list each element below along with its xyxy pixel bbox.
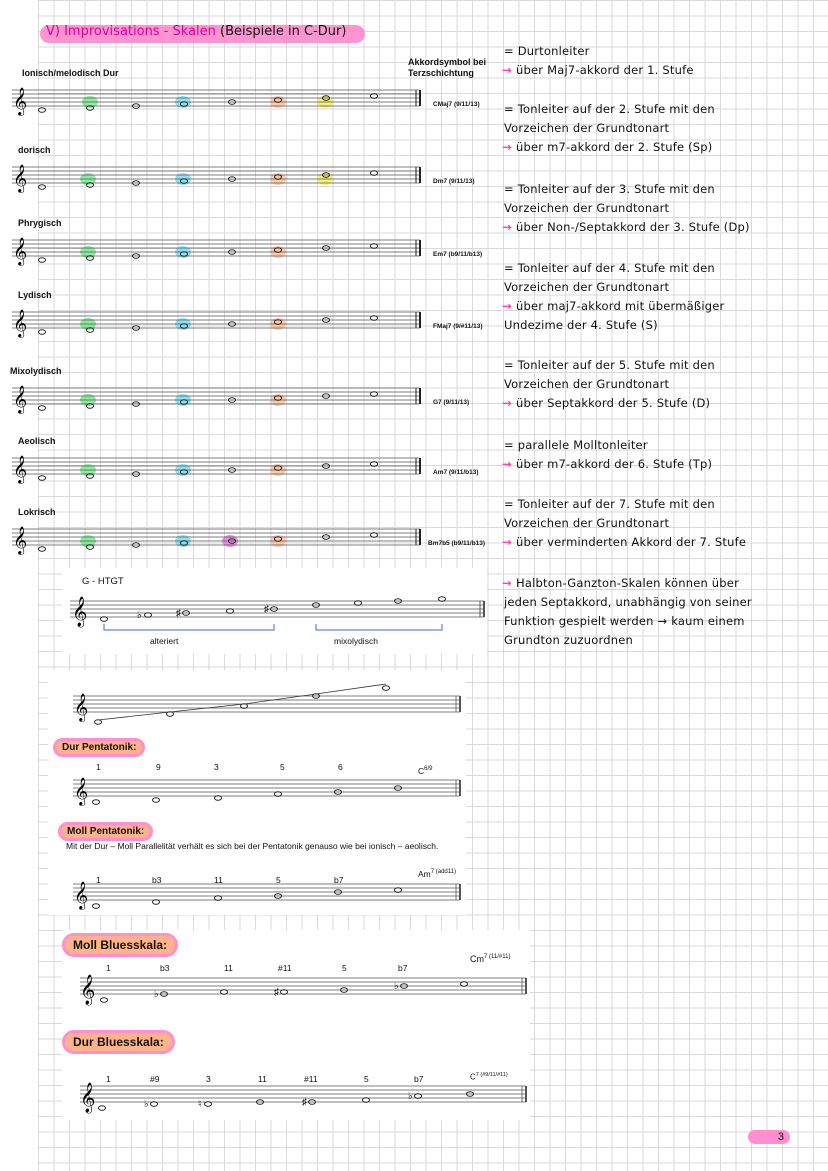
note-line: = parallele Molltonleiter <box>504 438 648 452</box>
dur-pentatonik-staff <box>48 774 466 814</box>
scale-name: Ionisch/melodisch Dur <box>22 68 119 78</box>
arrow-icon: → <box>502 576 517 590</box>
page-title <box>46 24 346 39</box>
note-line: → über Septakkord der 5. Stufe (D) <box>502 396 711 410</box>
note-head <box>39 547 46 552</box>
note-line: = Tonleiter auf der 2. Stufe mit den <box>504 102 715 116</box>
note-head <box>39 185 46 190</box>
moll-blues-chord: $Cm^{7 (11/\#11)}$ <box>470 954 511 964</box>
treble-clef: 𝄞 <box>13 309 28 337</box>
scale-degree: 5 <box>364 1074 369 1084</box>
htgt-staff <box>62 568 487 654</box>
note-line: Grundton zuzuordnen <box>504 633 633 647</box>
note-line: Vorzeichen der Grundtonart <box>504 121 670 135</box>
note-line: Vorzeichen der Grundtonart <box>504 377 670 391</box>
moll-pentatonik-text: Mit der Dur – Moll Parallelität verhält es sich bei der Pentatonik genauso wie bei ionisch – aeolisch. <box>66 841 439 851</box>
moll-blues-label: Moll Bluesskala: <box>62 933 178 957</box>
svg-text:♯: ♯ <box>274 987 279 998</box>
moll-pentatonik-label: Moll Pentatonik: <box>58 822 153 841</box>
dur-blues-label: Dur Bluesskala: <box>62 1030 175 1054</box>
scale-name: Phrygisch <box>18 218 62 228</box>
note-line: → Halbton-Ganzton-Skalen können über <box>502 576 739 590</box>
dur-pentatonik-label: Dur Pentatonik: <box>53 738 145 757</box>
scale-degree: #9 <box>150 1074 160 1084</box>
dur-blues-staff <box>62 1080 530 1124</box>
note-head <box>39 330 46 335</box>
svg-text:𝄞: 𝄞 <box>74 777 89 805</box>
svg-text:𝄞: 𝄞 <box>80 975 96 1005</box>
note-head <box>39 108 46 113</box>
svg-text:𝄞: 𝄞 <box>80 1083 96 1113</box>
treble-clef: 𝄞 <box>13 87 28 115</box>
note-line: = Tonleiter auf der 4. Stufe mit den <box>504 261 715 275</box>
note-line: Vorzeichen der Grundtonart <box>504 516 670 530</box>
scale-name: dorisch <box>18 145 51 155</box>
svg-text:♮: ♮ <box>198 1099 202 1110</box>
blues-panel <box>62 930 530 1120</box>
scale-degree: b3 <box>160 963 170 973</box>
arrow-icon: → <box>502 396 517 410</box>
htgt-label-alteriert: alteriert <box>150 636 179 646</box>
scale-degree: 1 <box>106 963 111 973</box>
scale-degree: b7 <box>398 963 408 973</box>
moll-pentatonik-staff <box>48 878 466 918</box>
moll-blues-staff <box>62 970 530 1014</box>
htgt-label-mixolydisch: mixolydisch <box>334 636 378 646</box>
note-line: = Tonleiter auf der 3. Stufe mit den <box>504 182 715 196</box>
svg-text:♯: ♯ <box>302 1097 307 1108</box>
scale-degree: 9 <box>156 762 161 772</box>
svg-text:♭: ♭ <box>154 989 159 1000</box>
scale-chord-symbol: Am7 (9/11/b13) <box>433 469 479 476</box>
scale-degree: 1 <box>106 1074 111 1084</box>
scale-staff <box>12 304 432 344</box>
arrow-icon: → <box>502 299 517 313</box>
svg-text:𝄞: 𝄞 <box>72 597 88 627</box>
scale-degree: 5 <box>342 963 347 973</box>
treble-clef: 𝄞 <box>13 164 28 192</box>
chord-column-header: Akkordsymbol bei Terzschichtung <box>408 57 487 78</box>
scale-name: Lydisch <box>18 290 52 300</box>
scale-staff <box>12 380 432 420</box>
svg-text:𝄞: 𝄞 <box>74 693 89 721</box>
scale-name: Mixolydisch <box>10 366 62 376</box>
scale-staff <box>12 82 432 122</box>
note-line: jeden Septakkord, unabhängig von seiner <box>504 595 752 609</box>
scale-degree: b7 <box>414 1074 424 1084</box>
scale-staff <box>12 450 432 490</box>
svg-text:♭: ♭ <box>394 981 399 992</box>
svg-text:♭: ♭ <box>144 1099 149 1110</box>
pentatonic-intro-staff <box>48 670 466 730</box>
page-number: 3 <box>748 1130 790 1144</box>
scale-chord-symbol: CMaj7 (9/11/13) <box>433 101 480 108</box>
note-line: = Tonleiter auf der 5. Stufe mit den <box>504 358 715 372</box>
scale-staff <box>12 159 432 199</box>
arrow-icon: → <box>502 63 517 77</box>
moll-pentatonik-chord: $Am^{7 (add11)}$ <box>418 869 456 879</box>
scale-degree: 1 <box>96 875 101 885</box>
svg-text:♯: ♯ <box>176 608 181 619</box>
dur-pentatonik-chord: $C^{6/9}$ <box>418 766 433 776</box>
treble-clef: 𝄞 <box>13 455 28 483</box>
scale-chord-symbol: Bm7b5 (b9/11/b13) <box>428 540 486 547</box>
svg-text:♭: ♭ <box>408 1091 413 1102</box>
note-line: = Tonleiter auf der 7. Stufe mit den <box>504 497 715 511</box>
treble-clef: 𝄞 <box>13 385 28 413</box>
scale-staff <box>12 521 432 561</box>
pentatonik-panel <box>48 670 466 915</box>
scale-chord-symbol: Dm7 (9/11/13) <box>433 178 475 185</box>
htgt-title: G - HTGT <box>82 576 124 587</box>
dur-blues-chord: $C^{7 (\#9/11/\#11)}$ <box>470 1072 508 1082</box>
scale-degree: 11 <box>214 875 223 885</box>
scale-degree: b7 <box>334 875 344 885</box>
note-line: → über Non-/Septakkord der 3. Stufe (Dp) <box>502 220 750 234</box>
note-head <box>39 406 46 411</box>
svg-text:♯: ♯ <box>264 604 269 615</box>
scale-degree: 1 <box>96 762 101 772</box>
scale-degree: 11 <box>258 1074 267 1084</box>
note-line: Funktion gespielt werden → kaum einem <box>504 614 745 628</box>
arrow-icon: → <box>502 457 517 471</box>
scale-staff <box>12 232 432 272</box>
scale-degree: 5 <box>280 762 285 772</box>
scale-degree: #11 <box>278 963 292 973</box>
note-line: → über m7-akkord der 2. Stufe (Sp) <box>502 140 713 154</box>
note-line: Undezime der 4. Stufe (S) <box>504 318 658 332</box>
arrow-icon: → <box>502 140 517 154</box>
title-sub: (Beispiele in C-Dur) <box>220 24 347 39</box>
scale-degree: 3 <box>206 1074 211 1084</box>
note-line: → über Maj7-akkord der 1. Stufe <box>502 63 694 77</box>
scale-name: Aeolisch <box>18 436 56 446</box>
note-line: → über verminderten Akkord der 7. Stufe <box>502 535 747 549</box>
arrow-icon: → <box>502 220 517 234</box>
scale-chord-symbol: FMaj7 (9/#11/13) <box>433 323 483 330</box>
arrow-icon: → <box>502 535 517 549</box>
note-head <box>39 476 46 481</box>
scale-degree: 6 <box>338 762 343 772</box>
scale-degree: 11 <box>224 963 233 973</box>
title-main: V) Improvisations - Skalen <box>46 24 216 39</box>
scale-degree: b3 <box>152 875 162 885</box>
note-line: → über m7-akkord der 6. Stufe (Tp) <box>502 457 713 471</box>
scale-degree: 3 <box>214 762 219 772</box>
note-head <box>39 258 46 263</box>
scale-degree: 5 <box>276 875 281 885</box>
scale-chord-symbol: Em7 (b9/11/b13) <box>433 251 483 258</box>
note-line: = Durtonleiter <box>504 44 590 58</box>
svg-text:𝄞: 𝄞 <box>74 881 89 909</box>
scale-name: Lokrisch <box>18 507 56 517</box>
htgt-panel <box>62 568 487 654</box>
note-line: Vorzeichen der Grundtonart <box>504 280 670 294</box>
treble-clef: 𝄞 <box>13 526 28 554</box>
note-line: → über maj7-akkord mit übermäßiger <box>502 299 725 313</box>
svg-text:♭: ♭ <box>137 610 142 621</box>
note-line: Vorzeichen der Grundtonart <box>504 201 670 215</box>
treble-clef: 𝄞 <box>13 237 28 265</box>
scale-degree: #11 <box>304 1074 318 1084</box>
scale-chord-symbol: G7 (9/11/13) <box>433 399 470 406</box>
